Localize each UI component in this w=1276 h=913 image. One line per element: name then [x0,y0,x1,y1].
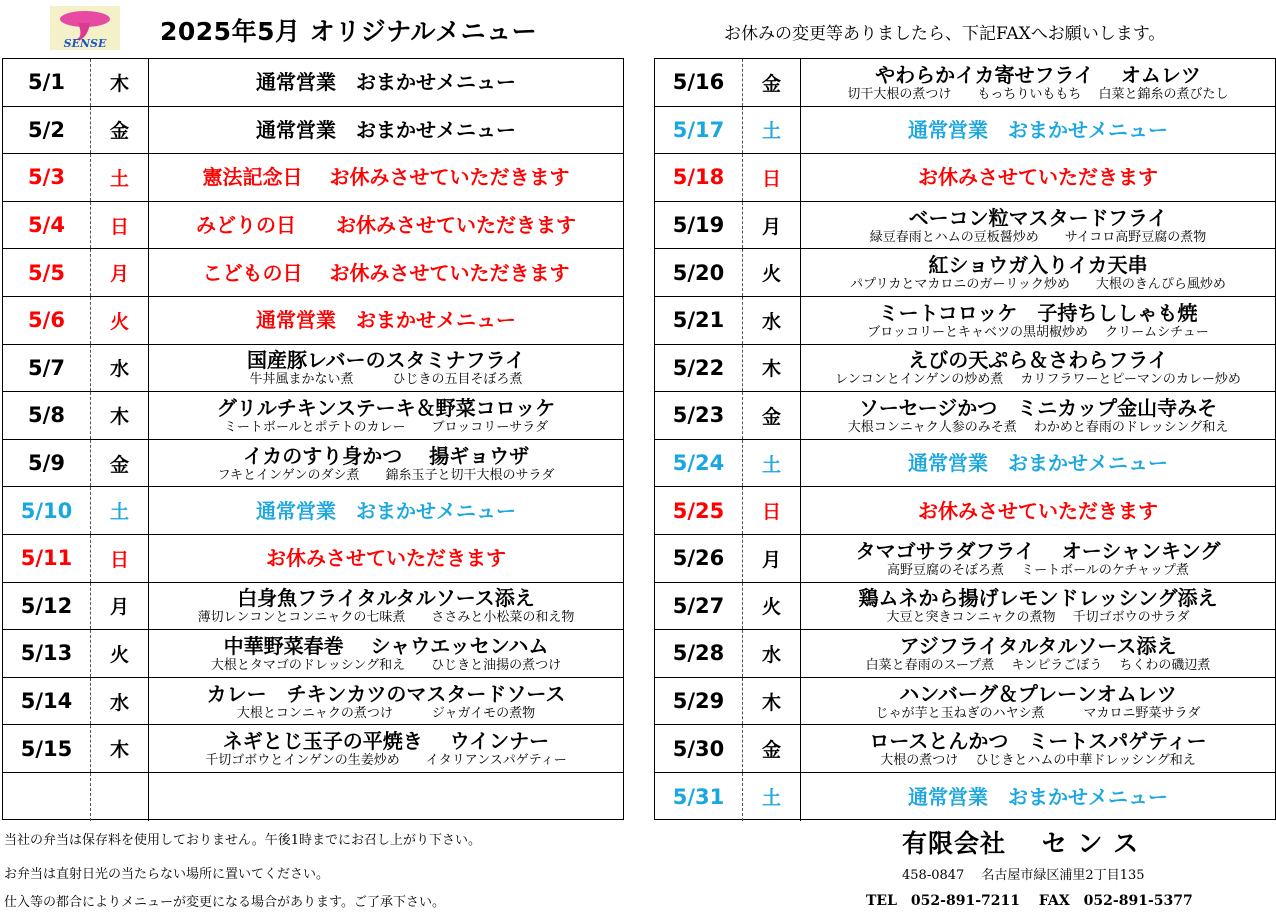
menu-main-dish: お休みさせていただきます [918,498,1158,523]
row-date: 5/25 [655,487,743,534]
row-menu [149,725,623,772]
row-menu [149,154,623,201]
menu-row [655,202,1275,250]
company-address: 458-0847 名古屋市緑区浦里2丁目135 [902,868,1145,883]
menu-row [655,345,1275,393]
menu-row [3,583,623,631]
row-date: 5/22 [655,345,743,392]
menu-main-dish: 通常営業 おまかせメニュー [908,451,1168,476]
row-menu [149,345,623,392]
row-weekday: 木 [91,59,149,106]
menu-side-dishes: 大根とタマゴのドレッシング和え ひじきと油揚の煮つけ [210,657,562,673]
row-date: 5/9 [3,440,91,487]
menu-row [655,107,1275,155]
menu-side-dishes: 薄切レンコンとコンニャクの七味煮 ささみと小松菜の和え物 [197,610,575,626]
row-date: 5/5 [3,249,91,296]
row-menu [801,249,1275,296]
row-weekday: 木 [91,392,149,439]
change-notice: お休みの変更等ありましたら、下記FAXへお願いします。 [724,24,1166,44]
row-date: 5/6 [3,297,91,344]
menu-row [3,345,623,393]
menu-row [3,107,623,155]
menu-row [3,59,623,107]
menu-row [655,154,1275,202]
menu-row [655,59,1275,107]
row-weekday: 日 [743,154,801,201]
row-menu [801,583,1275,630]
row-date: 5/4 [3,202,91,249]
menu-side-dishes: 高野豆腐のそぼろ煮 ミートボールのケチャップ煮 [887,562,1189,578]
menu-side-dishes: レンコンとインゲンの炒め煮 カリフラワーとピーマンのカレー炒め [835,372,1241,388]
row-weekday: 土 [743,773,801,821]
menu-main-dish: 通常営業 おまかせメニュー [256,498,516,523]
row-date: 5/31 [655,773,743,821]
menu-main-dish: 紅ショウガ入りイカ天串 [928,253,1148,278]
row-date: 5/23 [655,392,743,439]
row-date: 5/1 [3,59,91,106]
menu-main-dish: カレー チキンカツのマスタードソース [206,681,566,706]
row-weekday: 火 [91,297,149,344]
row-menu [801,154,1275,201]
company-name: 有限会社 セ ン ス [902,829,1140,858]
menu-main-dish: ロースとんかつ ミートスパゲティー [869,729,1207,754]
row-date: 5/2 [3,107,91,154]
menu-main-dish: お休みさせていただきます [266,546,506,571]
menu-table-left [2,58,624,820]
row-menu [149,535,623,582]
menu-main-dish: ミートコロッケ 子持ちししゃも焼 [878,300,1198,325]
row-weekday: 金 [743,725,801,772]
row-weekday: 日 [91,202,149,249]
logo-text: SENSE [63,37,107,50]
menu-main-dish: 中華野菜春巻 シャウエッセンハム [223,633,549,658]
row-weekday: 土 [743,440,801,487]
row-menu [149,440,623,487]
menu-row [655,487,1275,535]
menu-row [3,249,623,297]
menu-side-dishes: ミートボールとポテトのカレー ブロッコリーサラダ [223,419,549,435]
menu-main-dish: 通常営業 おまかせメニュー [256,70,516,95]
row-date: 5/18 [655,154,743,201]
menu-side-dishes: ブロッコリーとキャベツの黒胡椒炒め クリームシチュー [867,324,1209,340]
menu-main-dish: 白身魚フライタルタルソース添え [237,586,535,611]
company-contact: TEL 052-891-7211 FAX 052-891-5377 [866,893,1193,909]
menu-row [655,583,1275,631]
row-menu [149,202,623,249]
menu-main-dish: みどりの日 お休みさせていただきます [196,213,576,238]
row-date: 5/20 [655,249,743,296]
row-date: 5/8 [3,392,91,439]
row-date: 5/27 [655,583,743,630]
row-menu [801,59,1275,106]
row-date: 5/15 [3,725,91,772]
row-menu [149,773,623,821]
row-date: 5/19 [655,202,743,249]
menu-row [3,440,623,488]
row-date: 5/12 [3,583,91,630]
menu-row [3,392,623,440]
row-weekday: 月 [743,535,801,582]
row-date: 5/3 [3,154,91,201]
menu-side-dishes: 大根コンニャク人参のみそ煮 わかめと春雨のドレッシング和え [847,419,1229,435]
menu-side-dishes: じゃが芋と玉ねぎのハヤシ煮 マカロニ野菜サラダ [875,705,1201,721]
row-weekday: 月 [743,202,801,249]
row-menu [801,535,1275,582]
row-weekday [91,773,149,821]
row-date: 5/7 [3,345,91,392]
row-menu [149,630,623,677]
row-weekday: 月 [91,583,149,630]
row-weekday: 土 [91,487,149,534]
row-weekday: 金 [91,107,149,154]
row-menu [149,678,623,725]
menu-side-dishes: 大豆と突きコンニャクの煮物 千切ゴボウのサラダ [886,610,1190,626]
row-weekday: 月 [91,249,149,296]
row-menu [149,297,623,344]
row-weekday: 土 [743,107,801,154]
menu-main-dish: 憲法記念日 お休みさせていただきます [202,165,570,190]
menu-row [655,535,1275,583]
menu-main-dish: タマゴサラダフライ オーシャンキング [855,538,1221,563]
row-menu [801,487,1275,534]
row-weekday: 金 [743,59,801,106]
row-date: 5/26 [655,535,743,582]
row-weekday: 水 [91,678,149,725]
row-weekday: 木 [743,345,801,392]
row-date: 5/24 [655,440,743,487]
menu-row [3,773,623,821]
menu-table-right [654,58,1276,820]
row-date: 5/30 [655,725,743,772]
row-menu [801,725,1275,772]
menu-side-dishes: パプリカとマカロニのガーリック炒め 大根のきんぴら風炒め [850,277,1226,293]
menu-row [655,630,1275,678]
menu-row [655,725,1275,773]
footer-note-preservatives: 当社の弁当は保存料を使用しておりません。午後1時までにお召し上がり下さい。 [4,833,482,848]
sense-logo [50,6,120,50]
menu-side-dishes: 白菜と春雨のスープ煮 キンピラごぼう ちくわの磯辺煮 [865,657,1211,673]
row-menu [149,392,623,439]
menu-main-dish: 国産豚レバーのスタミナフライ [247,348,525,373]
row-date: 5/11 [3,535,91,582]
menu-main-dish: 通常営業 おまかせメニュー [256,117,516,142]
row-date: 5/29 [655,678,743,725]
menu-row [3,725,623,773]
menu-row [655,678,1275,726]
menu-row [655,392,1275,440]
row-date: 5/10 [3,487,91,534]
menu-row [3,535,623,583]
menu-main-dish: ハンバーグ＆プレーンオムレツ [899,681,1177,706]
row-weekday: 水 [91,345,149,392]
row-weekday: 火 [743,583,801,630]
row-menu [801,297,1275,344]
menu-side-dishes: 大根の煮つけ ひじきとハムの中華ドレッシング和え [880,753,1196,769]
menu-main-dish: ベーコン粒マスタードフライ [908,205,1168,230]
row-weekday: 日 [91,535,149,582]
row-menu [801,440,1275,487]
row-menu [801,345,1275,392]
menu-main-dish: 通常営業 おまかせメニュー [908,117,1168,142]
row-menu [801,630,1275,677]
page-title: 2025年5月 オリジナルメニュー [160,17,538,46]
menu-row [3,678,623,726]
menu-row [3,630,623,678]
menu-row [3,297,623,345]
menu-row [3,154,623,202]
menu-side-dishes: フキとインゲンのダシ煮 錦糸玉子と切干大根のサラダ [217,467,555,483]
row-menu [149,487,623,534]
row-date: 5/14 [3,678,91,725]
menu-main-dish: ネギとじ玉子の平焼き ウインナー [222,729,550,754]
menu-side-dishes: 切干大根の煮つけ もっちりいももち 白菜と錦糸の煮びたし [847,86,1229,102]
row-weekday: 火 [743,249,801,296]
menu-row [655,297,1275,345]
row-menu [149,249,623,296]
row-weekday: 水 [743,297,801,344]
row-weekday: 金 [743,392,801,439]
row-date: 5/17 [655,107,743,154]
row-menu [801,107,1275,154]
menu-main-dish: ソーセージかつ ミニカップ金山寺みそ [858,395,1218,420]
row-menu [801,202,1275,249]
menu-main-dish: こどもの日 お休みさせていただきます [202,260,570,285]
row-weekday: 火 [91,630,149,677]
menu-main-dish: お休みさせていただきます [918,165,1158,190]
menu-main-dish: 通常営業 おまかせメニュー [256,308,516,333]
row-menu [149,59,623,106]
menu-main-dish: グリルチキンステーキ＆野菜コロッケ [216,395,556,420]
row-weekday: 木 [743,678,801,725]
menu-main-dish: えびの天ぷら＆さわらフライ [908,348,1168,373]
menu-row [3,487,623,535]
menu-side-dishes: 牛丼風まかない煮 ひじきの五目そぼろ煮 [249,372,523,388]
row-weekday: 水 [743,630,801,677]
menu-row [655,773,1275,821]
row-menu [801,392,1275,439]
row-date: 5/13 [3,630,91,677]
row-menu [801,678,1275,725]
menu-main-dish: やわらかイカ寄せフライ オムレツ [875,62,1201,87]
menu-main-dish: 鶏ムネから揚げレモンドレッシング添え [858,586,1218,611]
row-weekday: 金 [91,440,149,487]
row-weekday: 日 [743,487,801,534]
row-menu [801,773,1275,821]
menu-row [655,249,1275,297]
footer-note-sunlight: お弁当は直射日光の当たらない場所に置いてください。 [4,867,330,882]
menu-side-dishes: 緑豆春雨とハムの豆板醤炒め サイコロ高野豆腐の煮物 [869,229,1207,245]
menu-main-dish: イカのすり身かつ 揚ギョウザ [242,443,530,468]
row-date: 5/28 [655,630,743,677]
row-menu [149,107,623,154]
menu-row [3,202,623,250]
menu-side-dishes: 大根とコンニャクの煮つけ ジャガイモの煮物 [236,705,536,721]
row-date [3,773,91,821]
menu-main-dish: アジフライタルタルソース添え [899,633,1177,658]
row-menu [149,583,623,630]
row-date: 5/16 [655,59,743,106]
footer-note-menu-change: 仕入等の都合によりメニューが変更になる場合があります。ご了承下さい。 [4,895,445,910]
menu-main-dish: 通常営業 おまかせメニュー [908,784,1168,809]
row-weekday: 土 [91,154,149,201]
menu-side-dishes: 千切ゴボウとインゲンの生姜炒め イタリアンスパゲティー [205,753,567,769]
row-date: 5/21 [655,297,743,344]
menu-row [655,440,1275,488]
row-weekday: 木 [91,725,149,772]
